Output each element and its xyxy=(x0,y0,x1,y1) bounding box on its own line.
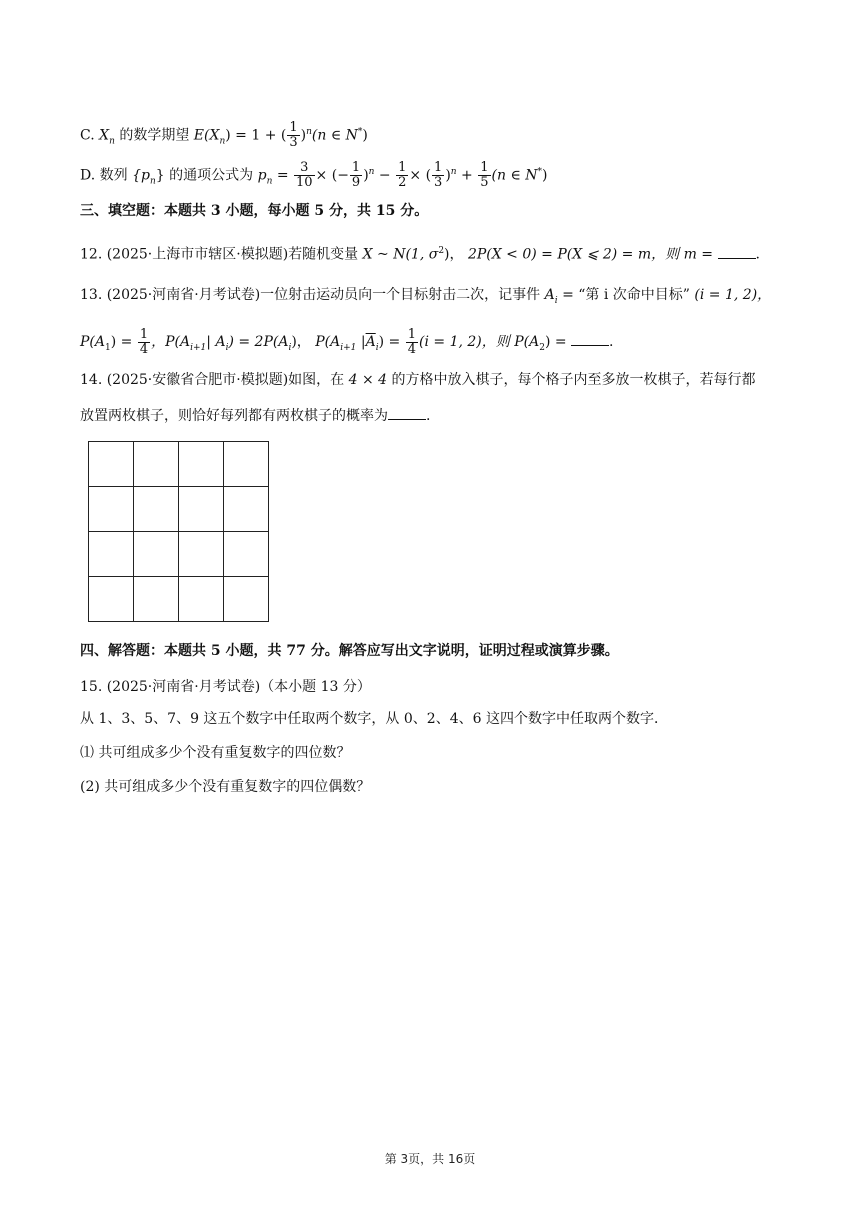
expr: (i = 1, 2)，则 xyxy=(419,334,510,350)
fraction xyxy=(294,161,315,190)
question-text: 的方格中放入棋子，每个格子内至多放一枚棋子，若每行都 xyxy=(391,372,756,388)
denominator: 9 xyxy=(351,175,361,191)
sub: i+1 xyxy=(340,342,357,353)
question-text: 放置两枚棋子，则恰好每列都有两枚棋子的概率为 xyxy=(80,408,388,424)
option-text: 数列 xyxy=(99,167,128,184)
expr: ) = 1 + ( xyxy=(225,127,287,144)
question-15-part2: (2) 共可组成多少个没有重复数字的四位偶数？ xyxy=(80,779,371,795)
fraction xyxy=(478,161,490,190)
sub: i xyxy=(554,295,558,306)
expr: ) xyxy=(362,127,368,144)
sub: n xyxy=(149,176,156,187)
sub: i xyxy=(225,342,229,353)
chess-grid-figure xyxy=(88,441,268,621)
numerator: 1 xyxy=(289,120,298,136)
grid-cell xyxy=(89,532,134,577)
expr: + xyxy=(461,167,473,184)
option-d xyxy=(80,152,547,192)
expr: (n ∈ N xyxy=(491,167,538,184)
denominator: 3 xyxy=(289,135,298,151)
expr: (n ∈ N xyxy=(311,127,358,144)
expr: ) xyxy=(445,167,451,184)
expr: 4 × 4 xyxy=(348,372,388,388)
expr: P(A xyxy=(80,334,105,350)
denominator: 5 xyxy=(480,175,489,191)
expr: . xyxy=(426,408,431,424)
denominator: 10 xyxy=(296,175,313,191)
sub: n xyxy=(266,176,273,187)
expr: × ( xyxy=(409,167,432,184)
grid-cell xyxy=(224,442,269,487)
expr: ) = xyxy=(378,334,401,350)
expr: = xyxy=(276,167,289,184)
sub: n xyxy=(219,136,226,147)
expr: A xyxy=(544,287,555,303)
sub: 2 xyxy=(539,342,545,353)
expr: ) = xyxy=(110,334,133,350)
option-c: C. $X_n$ 的数学期望 $E(X_n) = 1$ + ( $\frac{1}{3}$ )$^n$(n ∈ N*) xyxy=(80,120,368,151)
denominator: 4 xyxy=(407,341,416,357)
expr: ) = 2P(A xyxy=(228,334,289,350)
grid-cell xyxy=(134,487,179,532)
grid-cell xyxy=(89,442,134,487)
question-text: 14. (2025·安徽省合肥市·模拟题)如图，在 xyxy=(80,372,345,388)
grid-cell xyxy=(179,487,224,532)
grid-cell xyxy=(179,532,224,577)
expr: (i = 1, 2)， xyxy=(694,287,772,303)
expr: ) = xyxy=(544,334,567,350)
expr: 2P(X < 0) = P(X ⩽ 2) = m，则 xyxy=(467,246,680,263)
var-x: X xyxy=(99,127,110,144)
expr: × (− xyxy=(315,167,349,184)
sup: n xyxy=(306,127,312,137)
expr: )， xyxy=(291,334,311,350)
denominator: 2 xyxy=(398,175,407,191)
complement-event: $\overline{A}$ xyxy=(365,334,376,350)
sup: * xyxy=(537,167,543,177)
sup: 2 xyxy=(438,246,445,256)
expr: | A xyxy=(206,334,226,350)
question-13-line2: $P(A_1)$ = $\frac{1}{4}$ ，$P(A_{i+1}|$ $A_i) = 2P(A_i)$， $P(A_{i+1}$ $|\overline{A}_i$) = $\frac{1}{4}$ (i = 1, 2)，则 $P(A_2)$ = . xyxy=(80,326,614,357)
fraction xyxy=(396,161,408,190)
question-15-body: 从 1、3、5、7、9 这五个数字中任取两个数字，从 0、2、4、6 这四个数字中任取两个数字． xyxy=(80,711,668,727)
grid-cell xyxy=(224,577,269,622)
answer-blank xyxy=(718,244,756,259)
question-15-part1: ⑴ 共可组成多少个没有重复数字的四位数？ xyxy=(80,745,351,761)
expr: . xyxy=(609,334,614,350)
section-heading-4: 四、解答题：本题共 5 小题，共 77 分。解答应写出文字说明，证明过程或演算步骤。 xyxy=(80,643,619,659)
grid-cell xyxy=(179,577,224,622)
numerator: 1 xyxy=(398,160,407,176)
sub: i xyxy=(288,342,292,353)
numerator: 3 xyxy=(294,161,315,176)
sub: 1 xyxy=(105,342,111,353)
numerator: 1 xyxy=(480,160,489,176)
numerator: 1 xyxy=(351,160,361,176)
question-12 xyxy=(80,240,760,266)
fraction xyxy=(287,121,299,150)
expr: p xyxy=(257,167,267,184)
grid-cell xyxy=(134,577,179,622)
sub: n xyxy=(109,136,115,147)
expr: E(X xyxy=(193,127,220,144)
section-heading-3: 三、填空题：本题共 3 小题，每小题 5 分，共 15 分。 xyxy=(80,203,429,219)
question-text: 12. (2025·上海市市辖区·模拟题)若随机变量 xyxy=(80,246,359,263)
expr: X ~ N(1, σ xyxy=(362,246,439,263)
option-text: 的数学期望 xyxy=(119,127,190,144)
expr: P(A xyxy=(514,334,540,350)
question-13-line1 xyxy=(80,284,771,312)
expr: )， xyxy=(444,246,464,263)
page-footer: 第 3页，共 16页 xyxy=(384,1152,476,1166)
question-text: = “第 i 次命中目标” xyxy=(562,287,690,303)
fraction xyxy=(138,328,150,357)
question-15-title: 15. (2025·河南省·月考试卷)（本小题 13 分） xyxy=(80,679,371,695)
numerator: 1 xyxy=(434,160,443,176)
expr: . xyxy=(755,246,760,263)
expr: P(A xyxy=(315,334,341,350)
expr: ，P(A xyxy=(151,334,191,350)
sup: * xyxy=(357,127,363,137)
grid-cell xyxy=(134,532,179,577)
option-label: D. xyxy=(80,167,96,184)
question-14-line1 xyxy=(80,369,756,391)
sub: i xyxy=(375,342,379,353)
question-text: 13. (2025·河南省·月考试卷)一位射击运动员向一个目标射击二次，记事件 xyxy=(80,287,541,303)
grid-cell xyxy=(134,442,179,487)
option-label: C. xyxy=(80,127,95,144)
expr: ) xyxy=(542,167,548,184)
expr: − xyxy=(378,167,391,184)
grid-cell xyxy=(224,532,269,577)
grid-cell xyxy=(224,487,269,532)
grid-cell xyxy=(89,577,134,622)
numerator: 1 xyxy=(407,326,416,342)
grid-cell xyxy=(89,487,134,532)
expr: ) xyxy=(363,167,369,184)
fraction xyxy=(406,328,418,357)
sup: n xyxy=(368,167,375,177)
question-14-line2 xyxy=(80,405,430,427)
sup: n xyxy=(450,167,457,177)
option-text: 的通项公式为 xyxy=(169,167,254,184)
answer-blank xyxy=(388,405,426,420)
expr: {p xyxy=(132,167,150,184)
grid-cell xyxy=(179,442,224,487)
numerator: 1 xyxy=(139,326,149,342)
grid-4x4 xyxy=(88,441,269,622)
fraction xyxy=(350,161,362,190)
denominator: 4 xyxy=(139,341,149,357)
fraction xyxy=(432,161,444,190)
expr: } xyxy=(155,167,165,184)
answer-blank xyxy=(571,331,609,346)
denominator: 3 xyxy=(434,175,443,191)
sub: i+1 xyxy=(190,342,207,353)
expr: m = xyxy=(683,246,714,263)
